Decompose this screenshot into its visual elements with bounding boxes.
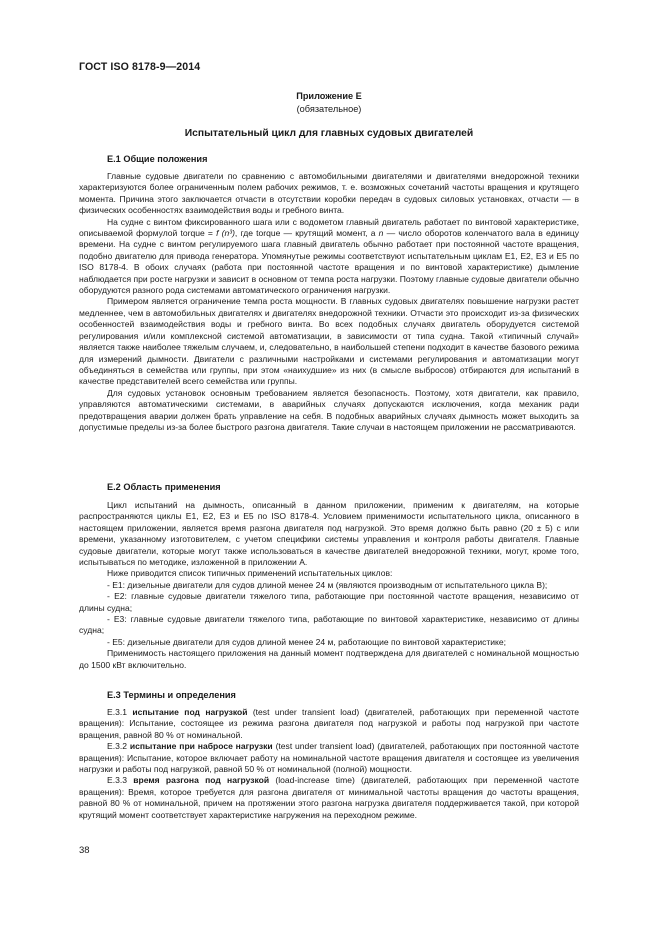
paragraph: Для судовых установок основным требованием является безопасность. Поэтому, хотя двигатели, как правило, управляются автоматическими системами, в аварийных случаях допускаются исключения, когда механик ради предотвращения аварии должен брать управление на себя. В подобных аварийных случаях дымность может выходить за допустимые пределы из-за более быстрого разгона двигателя. Такие случаи в настоящем приложении не рассматриваются.	[79, 387, 579, 432]
section-heading-e2: Е.2 Область применения	[107, 482, 221, 492]
section-heading-e3: Е.3 Термины и определения	[107, 690, 236, 700]
section-heading-e1: Е.1 Общие положения	[107, 154, 208, 164]
annex-main-title: Испытательный цикл для главных судовых двигателей	[184, 128, 474, 139]
paragraph: Применимость настоящего приложения на данный момент подтверждена для двигателей с номинальной мощностью до 1500 кВт включительно.	[79, 648, 579, 670]
annex-subtitle: (обязательное)	[296, 104, 362, 114]
term: испытание под нагрузкой	[132, 707, 248, 717]
paragraph: Ниже приводится список типичных применений испытательных циклов:	[107, 568, 393, 579]
definition: Е.3.1 испытание под нагрузкой (test under transient load) (двигателей, работающих при переменной частоте вращения): Испытание, состоящее из режима разгона двигателя под нагрузкой и работы под нагрузкой при частоте вращения, равной 80 % от номинальной.	[79, 707, 579, 740]
section-e2-body	[79, 500, 579, 671]
annex-title: Приложение Е	[296, 91, 362, 101]
page-number: 38	[79, 845, 90, 856]
term: время разгона под нагрузкой	[133, 775, 270, 786]
document-header: ГОСТ ISO 8178-9—2014	[79, 61, 201, 73]
paragraph: Примером является ограничение темпа роста мощности. В главных судовых двигателях повышение нагрузки растет медленнее, чем в автомобильных двигателях и двигателях внедорожной техники. Отчасти это происходит из-за физических особенностей взаимодействия воды и гребного винта. Во всех подобных случаях двигатель оборудуется системой регулирования и/или комплексной системой автоматизации, в зависимости от типа судна. Такой «типичный случай» является также наиболее тяжелым случаем, и, следовательно, в наибольшей степени подходит в качестве базового режима для измерений дымности. Двигатели с различными настройками и системами регулирования и автоматизации могут объединяться в семейства или группы, при этом «наихудшие» из них (в смысле выбросов) отбираются для испытаний в качестве представителей всего семейства или группы.	[79, 296, 579, 387]
list-item: - Е1: дизельные двигатели для судов длиной менее 24 м (являются производным от испытательного цикла В);	[107, 579, 548, 590]
formula: f (n³)	[216, 228, 235, 239]
list-item: - Е3: главные судовые двигатели тяжелого типа, работающие по винтовой характеристике, независимо от длины судна;	[79, 614, 579, 636]
section-e1-body	[79, 171, 579, 433]
paragraph: Главные судовые двигатели по сравнению с автомобильными двигателями и двигателями внедорожной техники характеризуются более ограниченным полем рабочих режимов, т. е. возможных сочетаний частоты вращения и крутящего момента. Причина этого заключается отчасти в отсутствии коробки передач в судовых силовых установках, отчасти — в физических особенностях взаимодействия воды и гребного винта.	[79, 171, 579, 216]
section-e3-body	[79, 707, 579, 821]
paragraph: На судне с винтом фиксированного шага или с водометом главный двигатель работает по винтовой характеристике, описываемой формулой torque = f (n³), где torque — крутящий момент, а n — число оборотов коленчатого вала в единицу времени. На судне с винтом регулируемого шага главный двигатель обычно работает при постоянной частоте вращения, подобно двигателю для привода генератора. Упомянутые режимы соответствуют испытательным циклам Е1, Е2, Е3 и Е5 по ISO 8178-4. В обоих случаях (работа при постоянной частоте вращения и по винтовой характеристике) дымление наблюдается при росте нагрузки и зависит в основном от темпа роста нагрузки. Поэтому главные судовые двигатели обычно оборудуются разного рода системами автоматического ограничения нагрузки.	[79, 216, 579, 296]
list-item: - Е2: главные судовые двигатели тяжелого типа, работающие при постоянной частоте вращения, независимо от длины судна;	[79, 591, 579, 613]
list-item: - Е5: дизельные двигатели для судов длиной менее 24 м, работающие по винтовой характеристике;	[107, 636, 507, 647]
paragraph: Цикл испытаний на дымность, описанный в данном приложении, применим к двигателям, на которые распространяются циклы Е1, Е2, Е3 и Е5 по ISO 8178-4. Условием применимости испытательного цикла, описанного в настоящем приложении, является время разгона двигателя под нагрузкой. Это время должно быть равно (20 ± 5) с или времени, указанному изготовителем, с учетом специфики системы управления и контроля работы двигателя. Главные судовые двигатели, которые могут также использоваться в качестве двигателей внедорожной техники, могут, кроме того, испытываться по методике, изложенной в приложении А.	[79, 500, 579, 568]
term: испытание при набросе нагрузки	[129, 741, 273, 752]
definition: Е.3.3 время разгона под нагрузкой (load-increase time) (двигателей, работающих при переменной частоте вращения): Время, которое требуется для разгона двигателя от минимальной частоты вращения до частоты вращения, равной 80 % от номинальной, причем на протяжении этого разгона нагрузка двигателя поддерживается такой, при которой крутящий момент соответствует характеристике нагружения на переходном режиме.	[79, 775, 579, 820]
definition: Е.3.2 испытание при набросе нагрузки (test under transient load) (двигателей, работающих при постоянной частоте вращения): Испытание, которое включает работу на номинальной частоте вращения двигателя и состоящее из увеличения нагрузки и работы под нагрузкой, равной 50 % от номинальной (полной) мощности.	[79, 741, 580, 775]
